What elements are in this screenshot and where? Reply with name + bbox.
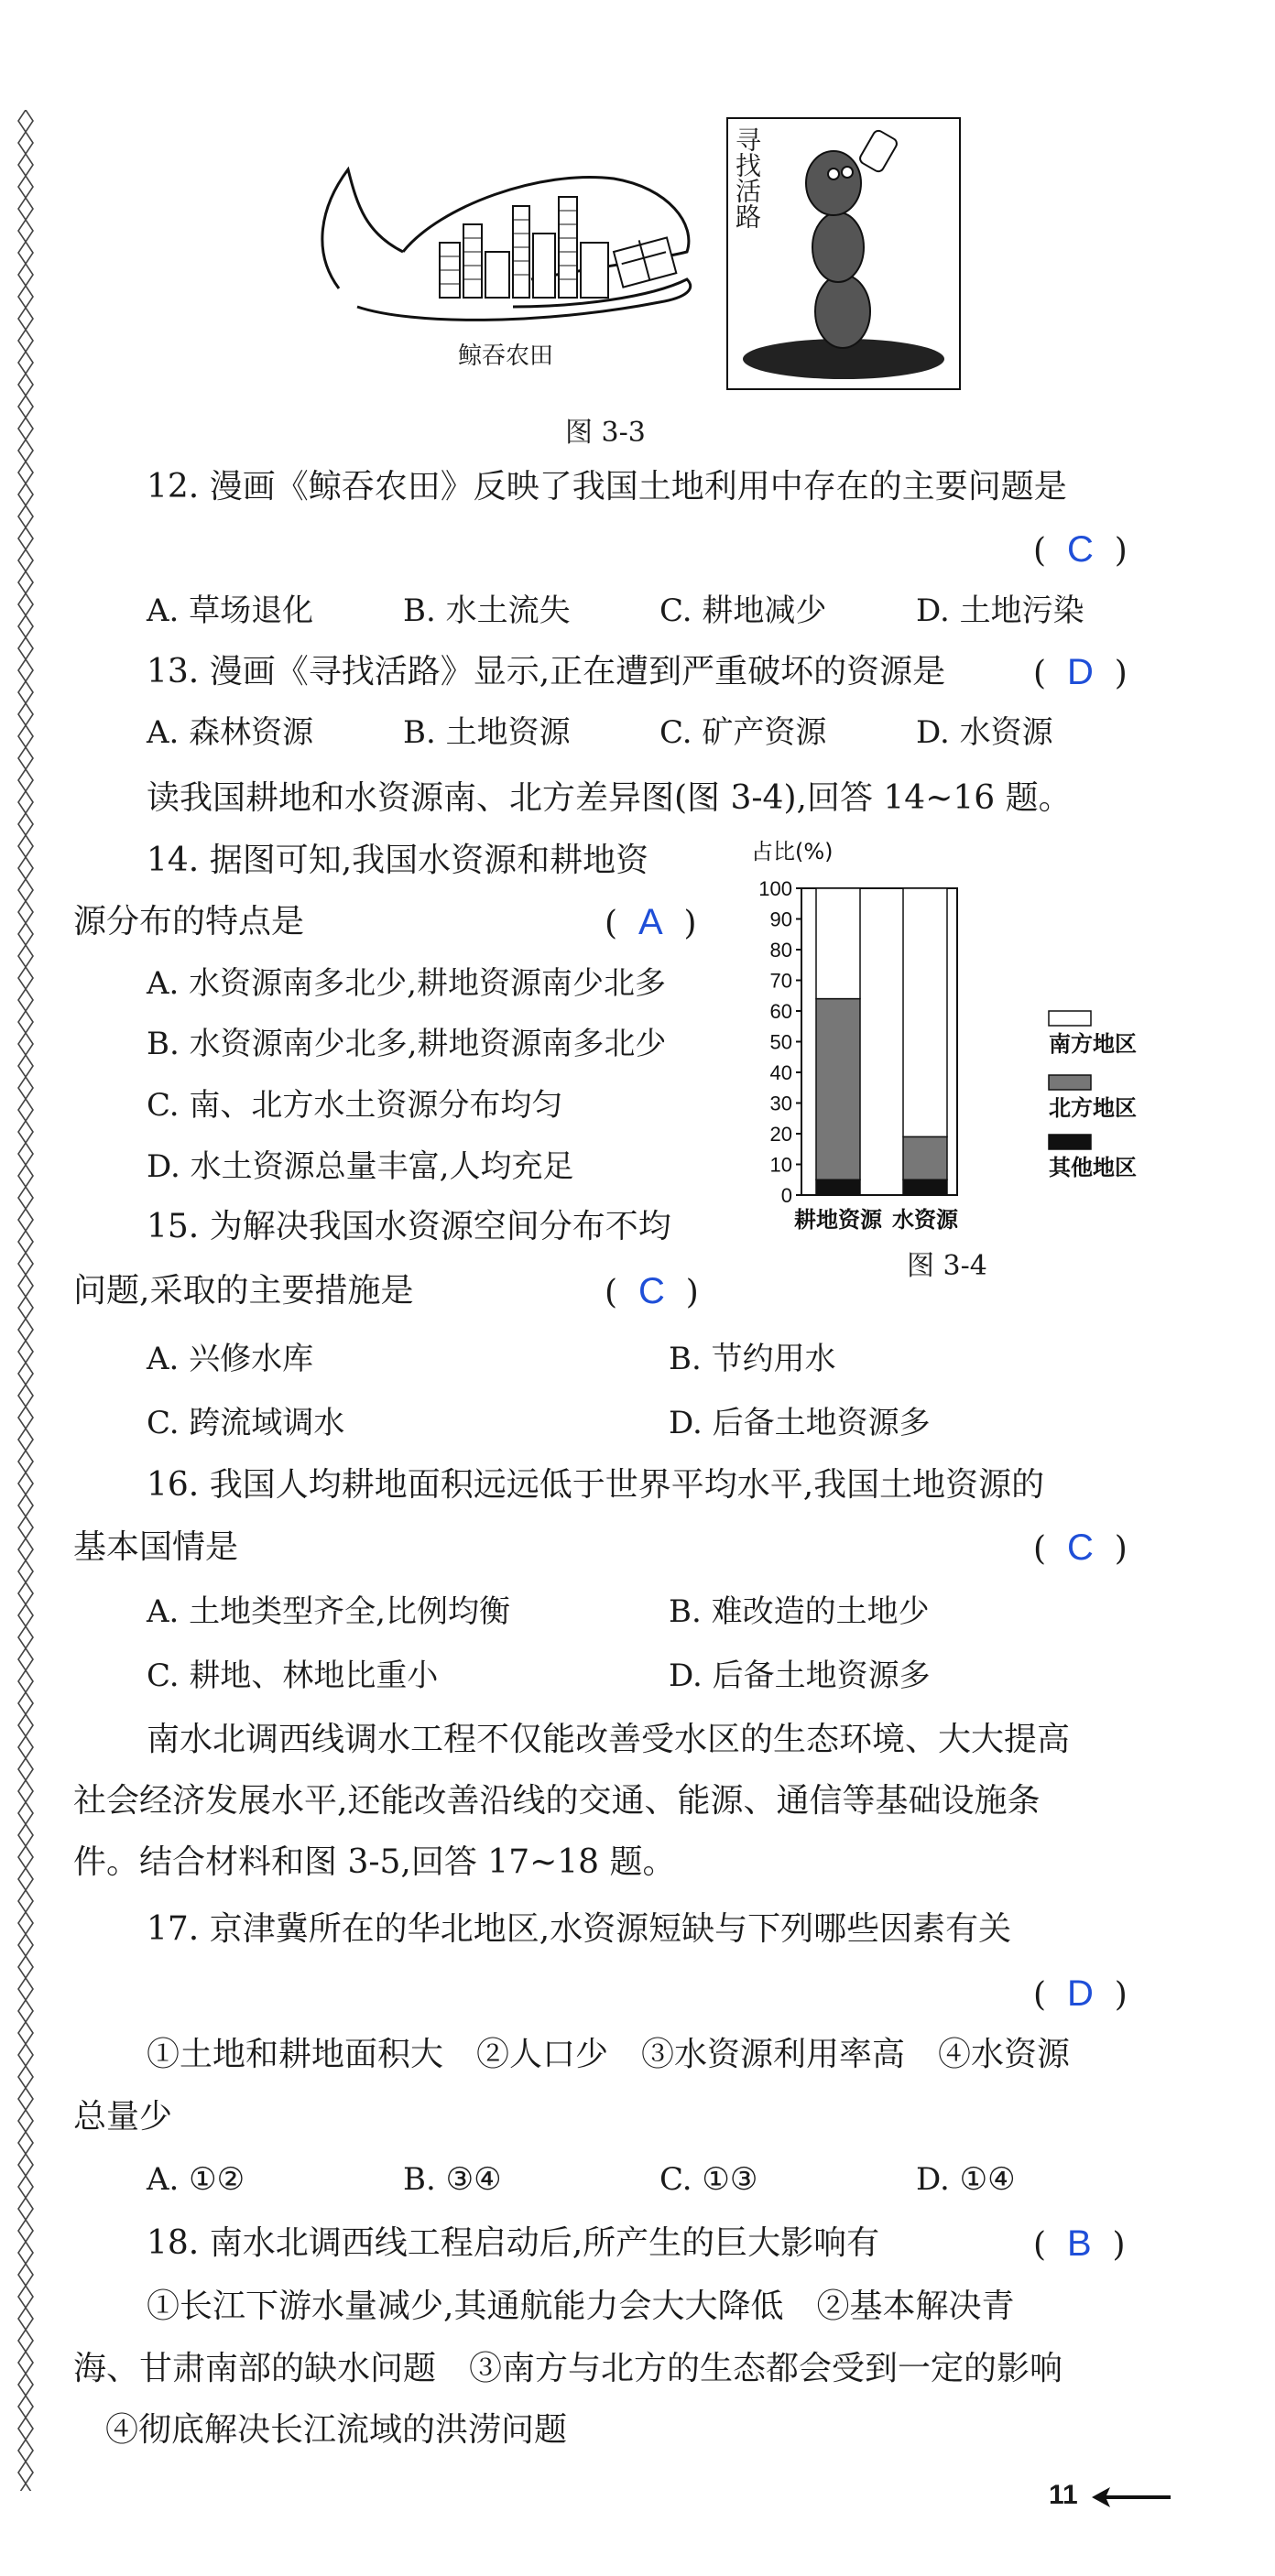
q17-option-d: D. ①④ [916,2161,1016,2198]
fish-stack-illustration [728,119,959,388]
figure-3-4-caption: 图 3-4 [907,1250,987,1282]
bar-1-南方地区 [903,888,947,1136]
q18-items-line1: ①长江下游水量减少,其通航能力会大大降低 ②基本解决青 [147,2288,1015,2325]
intro-17-18-line2: 社会经济发展水平,还能改善沿线的交通、能源、通信等基础设施条 [73,1782,1041,1820]
y-tick-label: 70 [769,969,792,993]
q13-option-d: D. 水资源 [916,714,1053,751]
q13-option-b: B. 土地资源 [403,714,571,751]
intro-14-16: 读我国耕地和水资源南、北方差异图(图 3-4),回答 14~16 题。 [147,779,1072,817]
q14-option-b: B. 水资源南少北多,耕地资源南多北少 [147,1026,667,1062]
y-tick-label: 50 [769,1030,792,1054]
q12-answer: C [1066,529,1094,570]
legend-label: 南方地区 [1049,1031,1137,1057]
cartoon1-label: 鲸吞农田 [458,342,554,369]
q13-answer: D [1066,652,1094,692]
y-tick-label: 40 [769,1061,792,1084]
q16-option-b: B. 难改造的土地少 [669,1593,930,1630]
q18-items-line2: 海、甘肃南部的缺水问题 ③南方与北方的生态都会受到一定的影响 [73,2350,1063,2387]
q17-items-line2: 总量少 [73,2098,173,2136]
y-tick-label: 20 [769,1123,792,1146]
q17-option-b: B. ③④ [403,2161,502,2198]
bar-0-其他地区 [816,1179,860,1195]
y-tick-label: 80 [769,939,792,962]
q15-option-d: D. 后备土地资源多 [669,1405,931,1441]
y-tick-label: 60 [769,1000,792,1023]
q16-stem-line2: 基本国情是 [73,1528,239,1566]
q14-option-d: D. 水土资源总量丰富,人均充足 [147,1148,574,1185]
q12-answer-box: ( C ) [1033,529,1128,570]
bar-1-其他地区 [903,1179,947,1195]
page-number: 11 [1049,2480,1078,2510]
q12-option-c: C. 耕地减少 [659,592,827,629]
q17-answer: D [1066,1973,1094,2014]
q17-option-a: A. ①② [147,2161,245,2198]
cartoon-finding-way [726,117,961,390]
y-tick-label: 0 [780,1184,792,1207]
q18-answer: B [1066,2223,1092,2264]
figure-3-3-caption: 图 3-3 [565,417,646,449]
q14-stem-line1: 14. 据图可知,我国水资源和耕地资 [147,842,649,879]
q16-answer-box: ( C ) [1033,1527,1128,1568]
y-axis-label: 占比(%) [751,839,834,864]
bar-0-南方地区 [816,888,860,999]
x-tick-label: 耕地资源 [794,1207,882,1233]
q14-answer-box: ( A ) [605,902,697,942]
legend-swatch [1049,1011,1091,1026]
q12-option-a: A. 草场退化 [147,592,314,629]
q18-answer-box: ( B ) [1033,2223,1126,2264]
q16-option-d: D. 后备土地资源多 [669,1658,931,1694]
q16-option-c: C. 耕地、林地比重小 [147,1658,439,1694]
q15-answer: C [638,1271,665,1311]
decorative-border [16,110,35,2491]
y-tick-label: 90 [769,908,792,931]
q15-option-c: C. 跨流域调水 [147,1405,345,1441]
cartoon-whale-farmland [302,151,705,380]
q14-option-c: C. 南、北方水土资源分布均匀 [147,1087,563,1124]
q17-items-line1: ①土地和耕地面积大 ②人口少 ③水资源利用率高 ④水资源 [147,2036,1071,2073]
q15-stem-line1: 15. 为解决我国水资源空间分布不均 [147,1208,671,1245]
q16-option-a: A. 土地类型齐全,比例均衡 [147,1593,510,1630]
q12-option-b: B. 水土流失 [403,592,571,629]
legend-swatch [1049,1135,1091,1149]
bar-1-北方地区 [903,1136,947,1179]
intro-17-18-line3: 件。结合材料和图 3-5,回答 17~18 题。 [73,1843,676,1881]
y-tick-label: 30 [769,1092,792,1115]
intro-17-18-line1: 南水北调西线调水工程不仅能改善受水区的生态环境、大大提高 [147,1721,1071,1758]
bar-0-北方地区 [816,999,860,1180]
q13-stem: 13. 漫画《寻找活路》显示,正在遭到严重破坏的资源是 [147,653,946,690]
q16-answer: C [1066,1527,1094,1568]
q13-answer-box: ( D ) [1033,652,1128,692]
q14-stem-line2: 源分布的特点是 [73,903,305,940]
q14-option-a: A. 水资源南多北少,耕地资源南少北多 [147,965,666,1002]
resource-distribution-chart [733,833,1209,1236]
q13-option-c: C. 矿产资源 [659,714,827,751]
q15-option-a: A. 兴修水库 [147,1341,314,1377]
arrow-left-icon [1090,2484,1172,2511]
x-tick-label: 水资源 [892,1207,958,1233]
q15-option-b: B. 节约用水 [669,1341,836,1377]
legend-label: 北方地区 [1049,1095,1137,1121]
q12-option-d: D. 土地污染 [916,592,1084,629]
y-tick-label: 100 [758,877,792,900]
cartoon2-label: 寻找活路 [732,126,762,229]
q15-stem-line2: 问题,采取的主要措施是 [73,1272,414,1310]
q15-answer-box: ( C ) [605,1271,699,1311]
y-tick-label: 10 [769,1153,792,1177]
q13-option-a: A. 森林资源 [147,714,314,751]
legend-swatch [1049,1075,1091,1090]
q18-stem: 18. 南水北调西线工程启动后,所产生的巨大影响有 [147,2224,880,2262]
q12-stem: 12. 漫画《鲸吞农田》反映了我国土地利用中存在的主要问题是 [147,468,1067,505]
q17-answer-box: ( D ) [1033,1973,1128,2014]
whale-city-illustration [302,151,705,334]
q16-stem-line1: 16. 我国人均耕地面积远远低于世界平均水平,我国土地资源的 [147,1466,1045,1504]
q17-option-c: C. ①③ [659,2161,758,2198]
legend-label: 其他地区 [1049,1155,1137,1180]
q14-answer: A [638,902,663,942]
q17-stem: 17. 京津冀所在的华北地区,水资源短缺与下列哪些因素有关 [147,1910,1012,1948]
q18-items-line3: ④彻底解决长江流域的洪涝问题 [105,2411,568,2449]
